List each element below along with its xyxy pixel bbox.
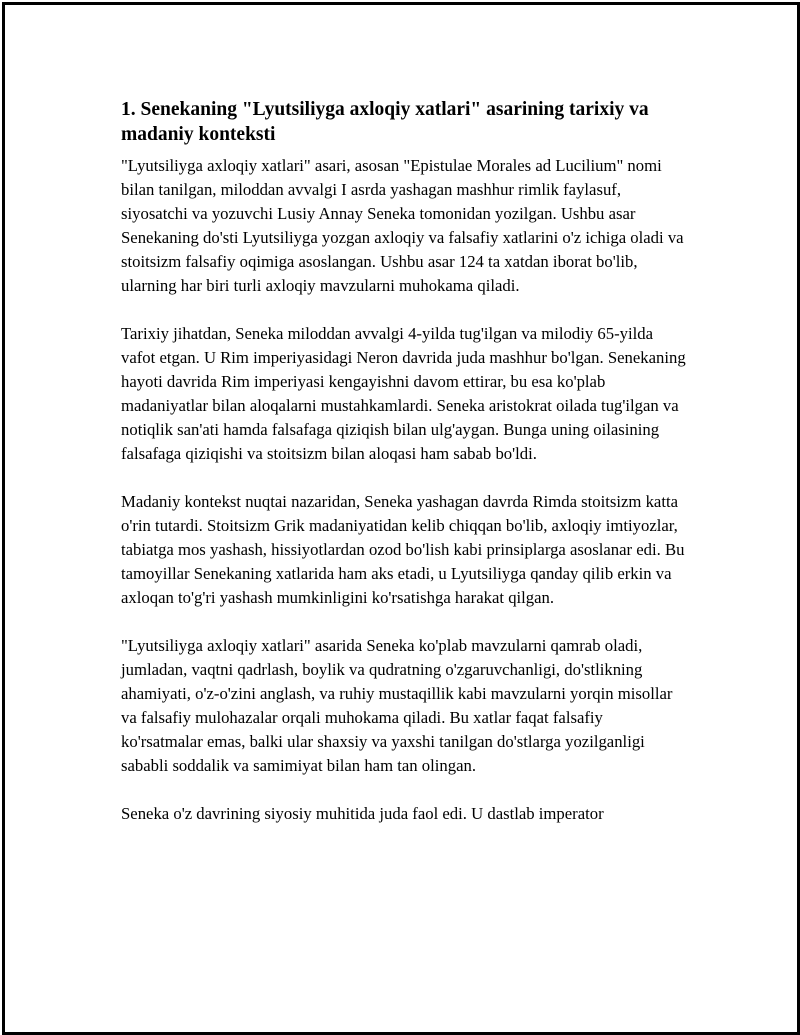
paragraph-2: Tarixiy jihatdan, Seneka miloddan avvalgi 4-yilda tug'ilgan va milodiy 65-yilda vafot etgan. U Rim imperiyasidagi Neron davrida juda mashhur bo'lgan. Senekaning hayoti davrida Rim imperiyasi kengayishni davom ettirar, bu esa ko'plab madaniyatlar bilan aloqalarni mustahkamlardi. Seneka aristokrat oilada tug'ilgan va notiqlik san'ati hamda falsafaga qiziqish bilan ulg'aygan. Bunga uning oilasining falsafaga qiziqishi va stoitsizm bilan aloqasi ham sabab bo'ldi. (121, 324, 686, 463)
paragraph-4: "Lyutsiliyga axloqiy xatlari" asarida Seneka ko'plab mavzularni qamrab oladi, jumladan, vaqtni qadrlash, boylik va qudratning o'zgaruvchanligi, do'stlikning ahamiyati, o'z-o'zini anglash, va ruhiy mustaqillik kabi mavzularni yorqin misollar va falsafiy mulohazalar orqali muhokama qiladi. Bu xatlar faqat falsafiy ko'rsatmalar emas, balki ular shaxsiy va yaxshi tanilgan do'stlarga yozilganligi sababli soddalik va samimiyat bilan ham tan olingan. (121, 636, 673, 775)
section-heading: 1. Senekaning "Lyutsiliyga axloqiy xatlari" asarining tarixiy va madaniy konteksti (121, 99, 649, 145)
paragraph-5: Seneka o'z davrining siyosiy muhitida juda faol edi. U dastlab imperator (121, 804, 604, 823)
document-body (118, 97, 688, 850)
paragraph-3: Madaniy kontekst nuqtai nazaridan, Seneka yashagan davrda Rimda stoitsizm katta o'rin tutardi. Stoitsizm Grik madaniyatidan kelib chiqqan bo'lib, axloqiy imtiyozlar, tabiatga mos yashash, hissiyotlardan ozod bo'lish kabi prinsiplarga asoslanar edi. Bu tamoyillar Senekaning xatlarida ham aks etadi, u Lyutsiliyga qanday qilib erkin va axloqan to'g'ri yashash mumkinligini ko'rsatishga harakat qilgan. (121, 492, 685, 607)
paragraph-1: "Lyutsiliyga axloqiy xatlari" asari, asosan "Epistulae Morales ad Lucilium" nomi bilan tanilgan, miloddan avvalgi I asrda yashagan mashhur rimlik faylasuf, siyosatchi va yozuvchi Lusiy Annay Seneka tomonidan yozilgan. Ushbu asar Senekaning do'sti Lyutsiliyga yozgan axloqiy va falsafiy xatlarini o'z ichiga oladi va stoitsizm falsafiy oqimiga asoslangan. Ushbu asar 124 ta xatdan iborat bo'lib, ularning har biri turli axloqiy mavzularni muhokama qiladi. (121, 156, 684, 295)
page-frame (2, 2, 800, 1035)
